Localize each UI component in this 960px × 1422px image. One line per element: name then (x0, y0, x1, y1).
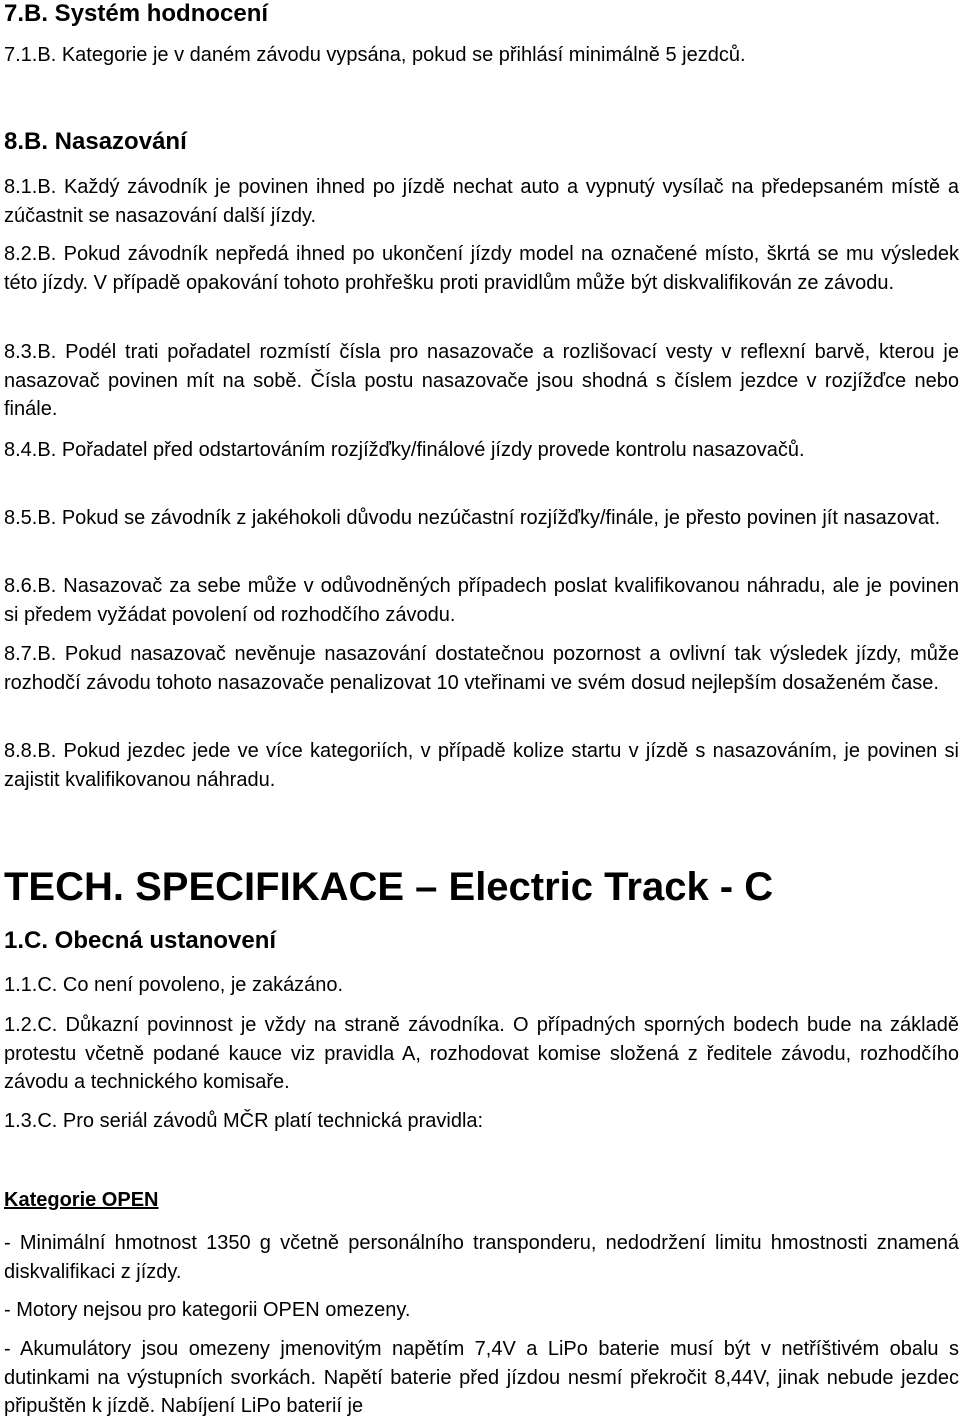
tech-spec-title: TECH. SPECIFIKACE – Electric Track - C (4, 865, 774, 909)
placement-paragraph-8-2: 8.2.B. Pokud závodník nepředá ihned po ukončení jízdy model na označené místo, škrtá se mu výsledek této jízdy. V případě opakování tohoto prohřešku proti pravidlům může být diskvalifikován ze závodu. (4, 243, 959, 294)
general-paragraph-1-2: 1.2.C. Důkazní povinnost je vždy na straně závodníka. O případných sporných bodech bude na základě protestu včetně podané kauce viz pravidla A, rozhodovat komise složená z ředitele závodu, rozhodčího závodu a technického komisaře. (4, 1014, 959, 1094)
general-paragraph-1-1: 1.1.C. Co není povoleno, je zakázáno. (4, 974, 344, 996)
placement-paragraph-8-6: 8.6.B. Nasazovač za sebe může v odůvodněných případech poslat kvalifikovanou náhradu, ale je povinen si předem vyžádat povolení od rozhodčího závodu. (4, 575, 959, 626)
placement-paragraph-8-7: 8.7.B. Pokud nasazovač nevěnuje nasazování dostatečnou pozornost a ovlivní tak výsledek jízdy, může rozhodčí závodu tohoto nasazovače penalizovat 10 vteřinami ve svém dosud nejlepším dosaženém čase. (4, 643, 959, 694)
placement-paragraph-8-3: 8.3.B. Podél trati pořadatel rozmístí čísla pro nasazovače a rozlišovací vesty v reflexní barvě, kterou je nasazovač povinen mít na sobě. Čísla postu nasazovače jsou shodná s číslem jezdce v rozjížďce nebo finále. (4, 341, 959, 421)
placement-paragraph-8-4: 8.4.B. Pořadatel před odstartováním rozjížďky/finálové jízdy provede kontrolu nasazovačů. (4, 439, 805, 461)
placement-paragraph-8-1: 8.1.B. Každý závodník je povinen ihned po jízdě nechat auto a vypnutý vysílač na předepsaném místě a zúčastnit se nasazování další jízdy. (4, 176, 959, 227)
open-bullet-weight: - Minimální hmotnost 1350 g včetně personálního transponderu, nedodržení limitu hmostnosti znamená diskvalifikaci z jízdy. (4, 1232, 959, 1283)
open-bullet-motors: - Motory nejsou pro kategorii OPEN omezeny. (4, 1299, 411, 1321)
rating-paragraph-7-1: 7.1.B. Kategorie je v daném závodu vypsána, pokud se přihlásí minimálně 5 jezdců. (4, 44, 746, 66)
placement-paragraph-8-5: 8.5.B. Pokud se závodník z jakéhokoli důvodu nezúčastní rozjížďky/finále, je přesto povinen jít nasazovat. (4, 507, 941, 529)
open-category-heading: Kategorie OPEN (4, 1189, 159, 1211)
rating-section-heading: 7.B. Systém hodnocení (4, 0, 269, 27)
general-paragraph-1-3: 1.3.C. Pro seriál závodů MČR platí technická pravidla: (4, 1110, 484, 1132)
general-provisions-heading: 1.C. Obecná ustanovení (4, 927, 277, 954)
placement-section-heading: 8.B. Nasazování (4, 128, 187, 155)
placement-paragraph-8-8: 8.8.B. Pokud jezdec jede ve více kategoriích, v případě kolize startu v jízdě s nasazováním, je povinen si zajistit kvalifikovanou náhradu. (4, 740, 959, 791)
open-bullet-batteries: - Akumulátory jsou omezeny jmenovitým napětím 7,4V a LiPo baterie musí být v netříštivém obalu s dutinkami na výstupních svorkách. Napětí baterie před jízdou nesmí překročit 8,44V, jinak nebude jezdec připuštěn k jízdě. Nabíjení LiPo baterií je (4, 1338, 959, 1418)
